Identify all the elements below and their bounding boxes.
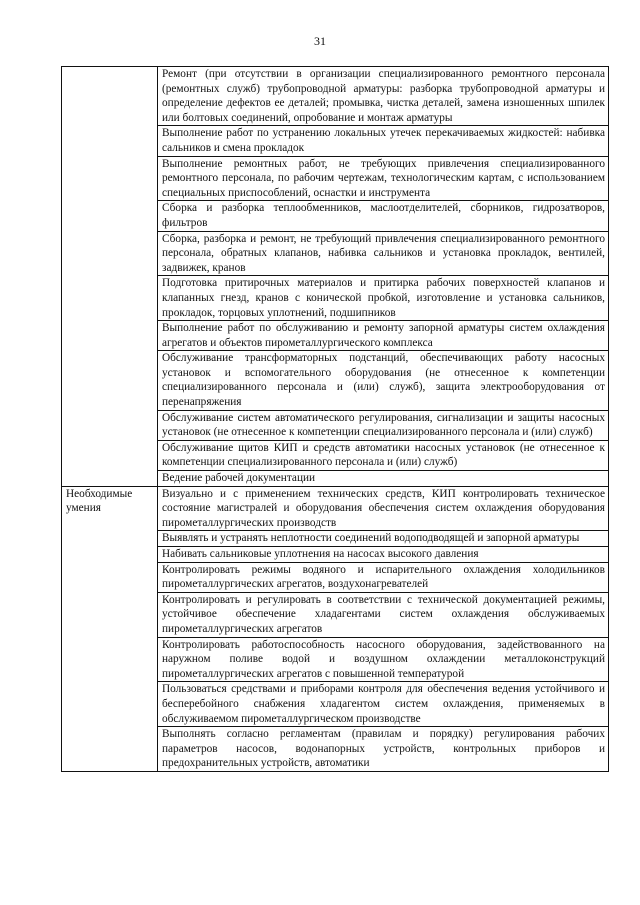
table-cell: Визуально и с применением технических средств, КИП контролировать техническое состояние магистралей и оборудования обеспечения систем охлаждения оборудования пирометаллургических производств — [158, 486, 609, 531]
table-cell: Набивать сальниковые уплотнения на насосах высокого давления — [158, 547, 609, 563]
table-cell: Выявлять и устранять неплотности соединений водоподводящей и запорной арматуры — [158, 531, 609, 547]
table-cell: Ведение рабочей документации — [158, 471, 609, 487]
row-label-skills: Необходимые умения — [62, 486, 158, 771]
page-number: 31 — [314, 34, 326, 48]
table-cell: Пользоваться средствами и приборами контроля для обеспечения ведения устойчивого и бесперебойного снабжения хладагентом систем охлаждения, применяемых в обслуживаемом пирометаллургическом производстве — [158, 682, 609, 727]
table-cell: Контролировать и регулировать в соответствии с технической документацией режимы, устойчивое обеспечение хладагентами систем охлаждения обслуживаемых пирометаллургических агрегатов — [158, 592, 609, 637]
table-cell: Обслуживание систем автоматического регулирования, сигнализации и защиты насосных установок (не отнесенное к компетенции специализированного персонала и (или) служб) — [158, 410, 609, 440]
table-cell: Выполнение работ по обслуживанию и ремонту запорной арматуры систем охлаждения агрегатов и объектов пирометаллургического комплекса — [158, 321, 609, 351]
table-cell: Сборка и разборка теплообменников, маслоотделителей, сборников, гидрозатворов, фильтров — [158, 201, 609, 231]
table-row — [62, 486, 609, 531]
competency-table — [61, 66, 609, 772]
table-cell: Контролировать работоспособность насосного оборудования, задействованного на наружном поливе водой и воздушном охлаждении металлоконструкций пирометаллургических агрегатов с повышенной температурой — [158, 637, 609, 682]
table-cell: Контролировать режимы водяного и испарительного охлаждения холодильников пирометаллургических агрегатов, воздухонагревателей — [158, 562, 609, 592]
table-cell: Подготовка притирочных материалов и притирка рабочих поверхностей клапанов и клапанных гнезд, кранов с конической пробкой, изготовление и установка сальников, прокладок, торцовых уплотнений, подшипников — [158, 276, 609, 321]
table-cell: Обслуживание щитов КИП и средств автоматики насосных установок (не отнесенное к компетенции специализированного персонала и (или) служб) — [158, 440, 609, 470]
table-cell: Выполнять согласно регламентам (правилам и порядку) регулирования рабочих параметров насосов, водонапорных устройств, контрольных приборов и предохранительных устройств, автоматики — [158, 727, 609, 772]
table-cell: Выполнение работ по устранению локальных утечек перекачиваемых жидкостей: набивка сальников и смена прокладок — [158, 126, 609, 156]
table-row — [62, 67, 609, 126]
table-cell: Ремонт (при отсутствии в организации специализированного ремонтного персонала (ремонтных служб) трубопроводной арматуры: разборка трубопроводной арматуры и определение дефектов ее деталей; промывка, чистка деталей, замена изношенных шпилек или болтовых соединений, опробование и монтаж арматуры — [158, 67, 609, 126]
table-cell: Выполнение ремонтных работ, не требующих привлечения специализированного ремонтного персонала, по рабочим чертежам, технологическим картам, с использованием специальных приспособлений, оснастки и инструмента — [158, 156, 609, 201]
table-cell: Обслуживание трансформаторных подстанций, обеспечивающих работу насосных установок и вспомогательного оборудования (не отнесенное к компетенции специализированного персонала и (или) служб), защита электрооборудования от перенапряжения — [158, 351, 609, 410]
row-label-empty — [62, 67, 158, 487]
table-cell: Сборка, разборка и ремонт, не требующий привлечения специализированного ремонтного персонала, обратных клапанов, набивка сальников и установка прокладок, вентилей, задвижек, кранов — [158, 231, 609, 276]
